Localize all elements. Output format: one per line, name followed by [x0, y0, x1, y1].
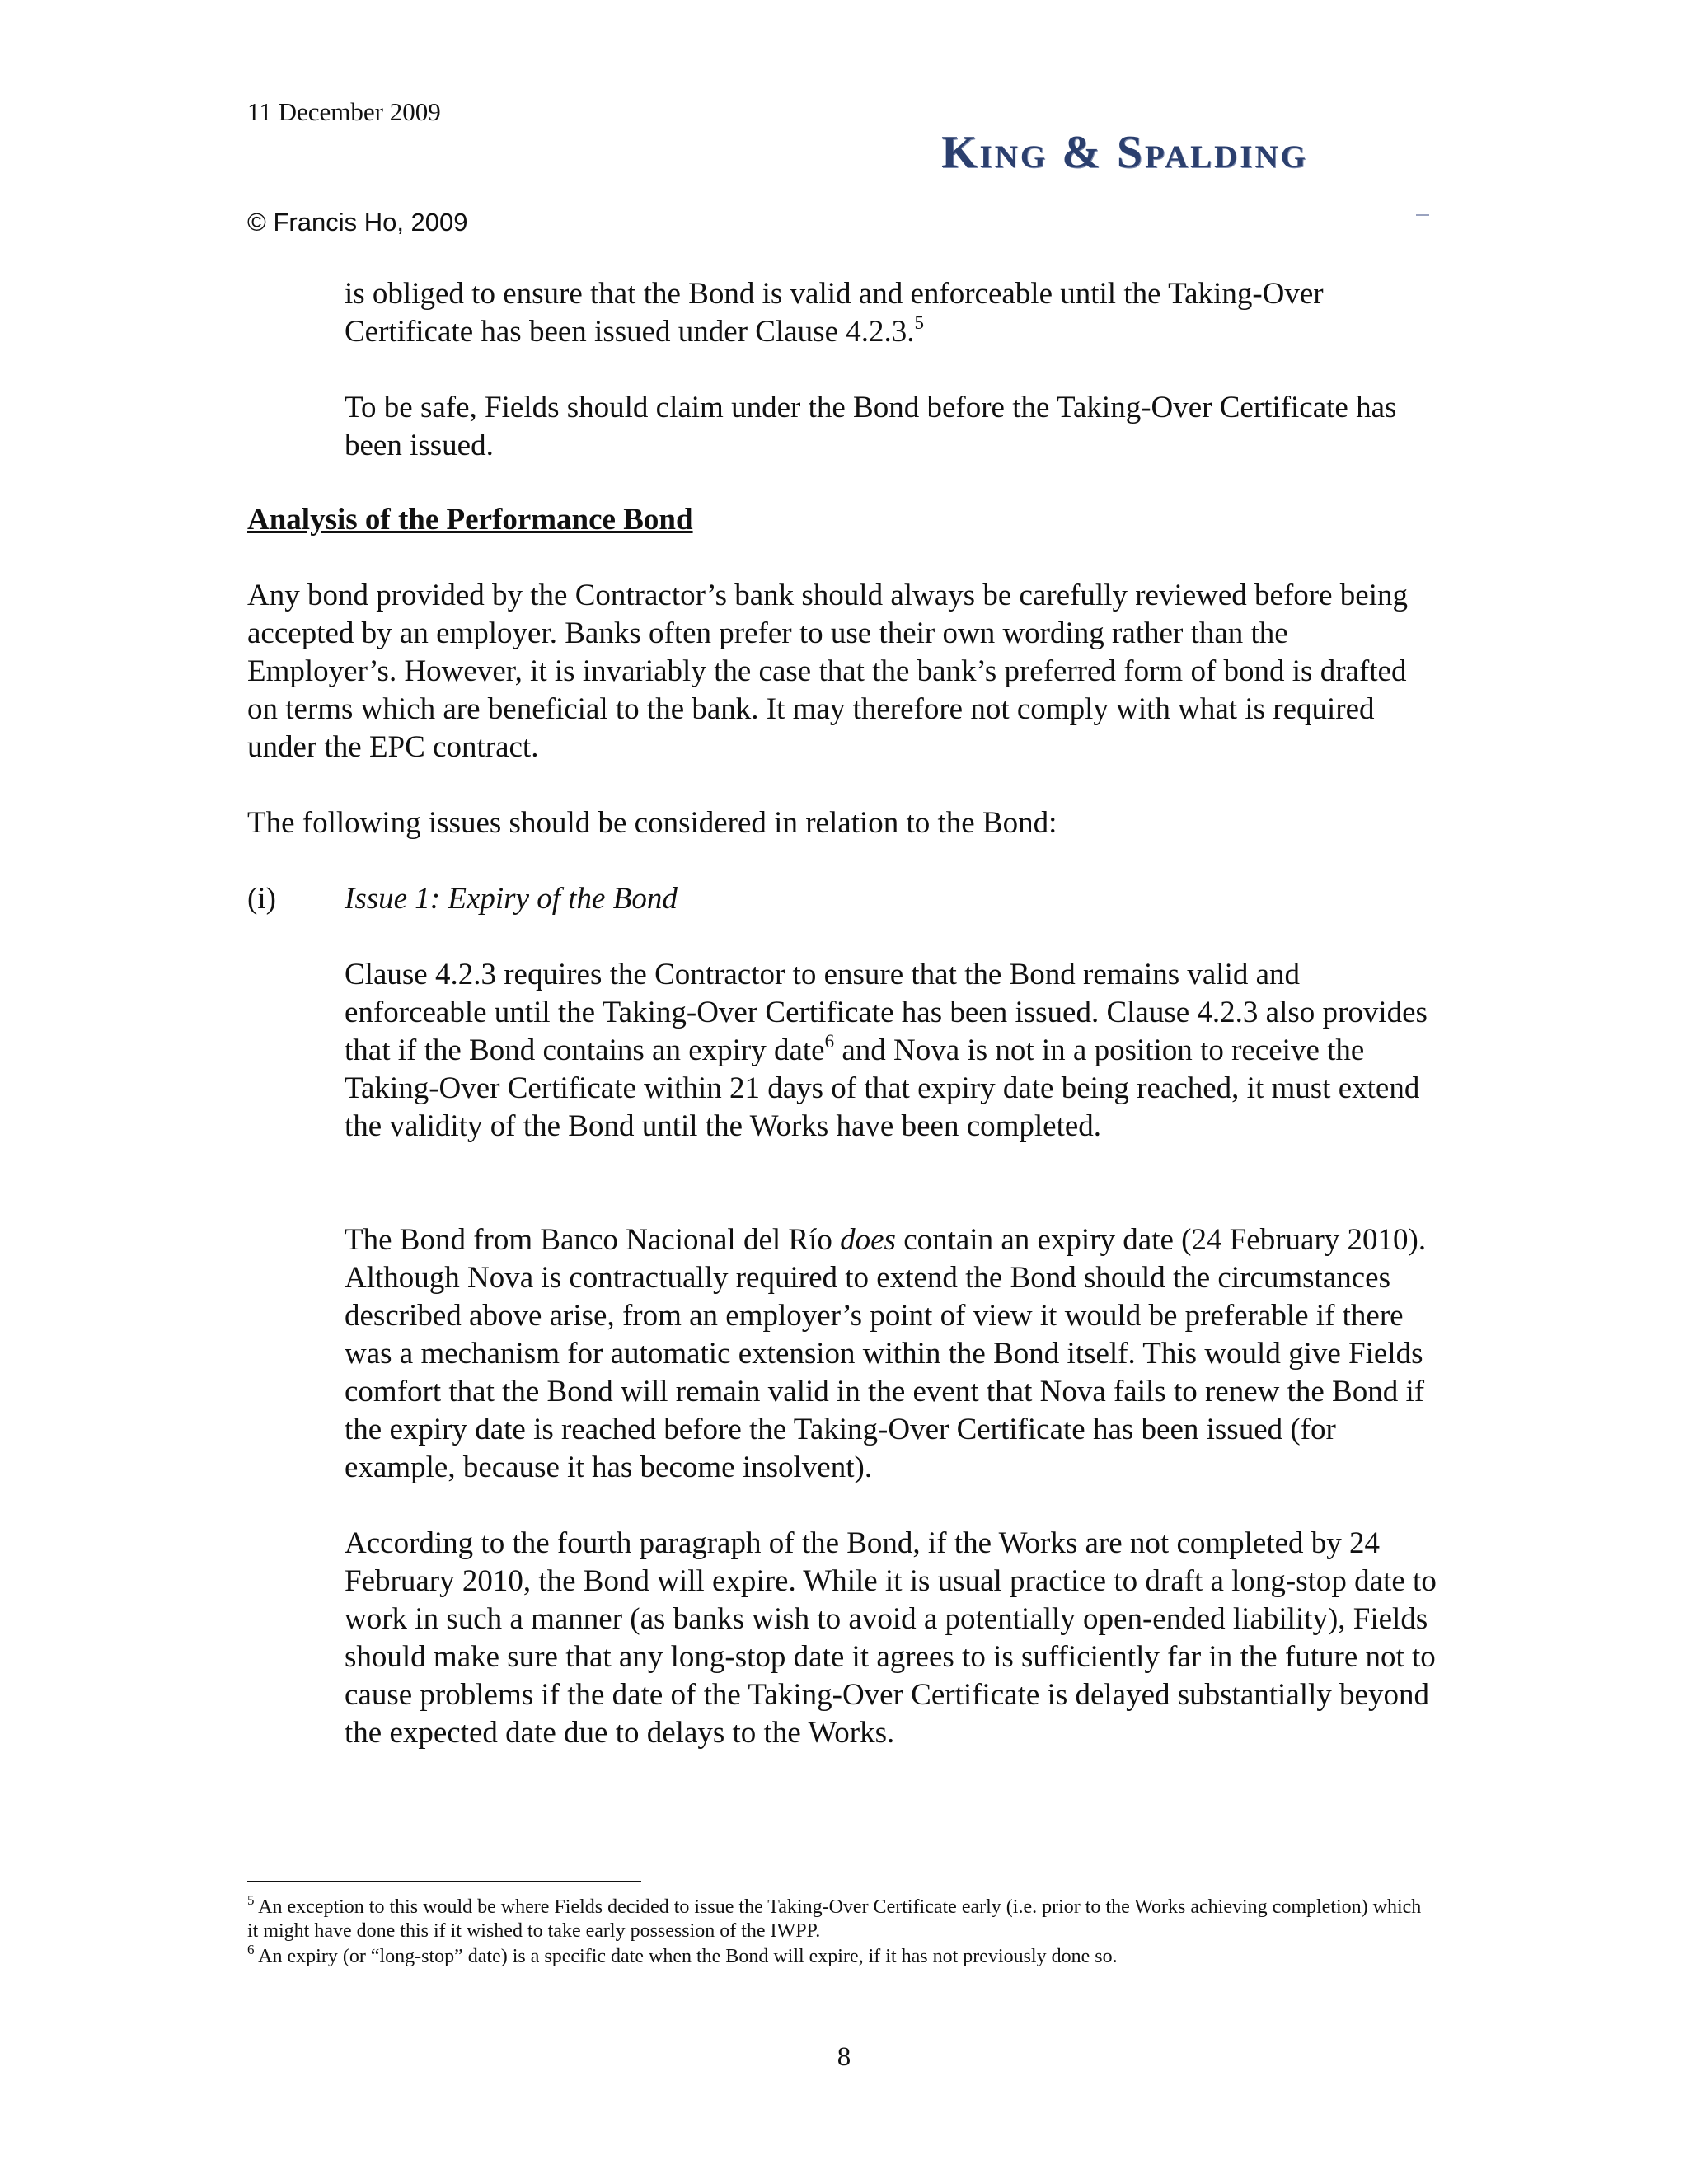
paragraph-text-continued: contain an expiry date (24 February 2010). Although Nova is contractually required to extend the Bond should the circumstances described above arise, from an employer’s point of view it would be preferable if there was a mechanism for automatic extension within the Bond itself. This would give Fields comfort that the Bond will remain valid in the event that Nova fails to renew the Bond if the expiry date is reached before the Taking-Over Certificate has been issued (for example, because it has become insolvent). [345, 1223, 1427, 1484]
paragraph-bond-validity [345, 275, 1441, 351]
issue-number: (i) [247, 882, 276, 916]
emphasis-does: does [840, 1223, 896, 1257]
footnote-6 [247, 1942, 1434, 1969]
paragraph-to-be-safe: To be safe, Fields should claim under the Bond before the Taking-Over Certificate has been issued. [345, 391, 1397, 462]
footnote-text: An exception to this would be where Fields decided to issue the Taking-Over Certificate early (i.e. prior to the Works achieving completion) which it might have done this if it wished to take early possession of the IWPP. [247, 1896, 1422, 1942]
paragraph-clause-4-2-3 [345, 956, 1432, 1146]
header-copyright: © Francis Ho, 2009 [247, 208, 468, 237]
paragraph-long-stop-date: According to the fourth paragraph of the Bond, if the Works are not completed by 24 February 2010, the Bond will expire. While it is usual practice to draft a long-stop date to work in such a manner (as banks wish to avoid a potentially open-ended liability), Fields should make sure that any long-stop date it agrees to is sufficiently far in the future not to cause problems if the date of the Taking-Over Certificate is delayed substantially beyond the expected date due to delays to the Works. [345, 1526, 1437, 1750]
footnote-number: 6 [247, 1942, 255, 1957]
section-heading: Analysis of the Performance Bond [247, 503, 693, 537]
paragraph-issues-intro: The following issues should be considered in relation to the Bond: [247, 806, 1057, 840]
paragraph-bond-review: Any bond provided by the Contractor’s bank should always be carefully reviewed before being accepted by an employer. Banks often prefer to use their own wording rather than the Employer’s. However, it is invariably the case that the bank’s preferred form of bond is drafted on terms which are beneficial to the bank. It may therefore not comply with what is required under the EPC contract. [247, 579, 1408, 764]
paragraph-text: is obliged to ensure that the Bond is valid and enforceable until the Taking-Over Certificate has been issued under Clause 4.2.3. [345, 277, 1324, 349]
footnote-ref-6[interactable]: 6 [824, 1030, 835, 1052]
footnote-separator [247, 1881, 641, 1882]
king-spalding-logo: King & Spalding [941, 127, 1308, 178]
footnote-5 [247, 1892, 1434, 1943]
footnote-ref-5[interactable]: 5 [914, 312, 924, 333]
page-number: 8 [837, 2042, 851, 2072]
footnote-number: 5 [247, 1892, 255, 1908]
paragraph-text-continued: and Nova is not in a position to receive the Taking-Over Certificate within 21 days of that expiry date being reached, it must extend the validity of the Bond until the Works have been completed. [345, 1033, 1420, 1143]
footnote-text: An expiry (or “long-stop” date) is a specific date when the Bond will expire, if it has not previously done so. [254, 1946, 1118, 1967]
header-date: 11 December 2009 [247, 97, 441, 126]
logo-underline-mark [1416, 214, 1429, 216]
paragraph-text: Clause 4.2.3 requires the Contractor to ensure that the Bond remains valid and enforceable until the Taking-Over Certificate has been issued. Clause 4.2.3 also provides that if the Bond contains an expiry date [345, 958, 1428, 1067]
issue-title: Issue 1: Expiry of the Bond [345, 882, 678, 916]
paragraph-text: The Bond from Banco Nacional del Río [345, 1223, 841, 1257]
paragraph-banco-expiry [345, 1221, 1441, 1487]
